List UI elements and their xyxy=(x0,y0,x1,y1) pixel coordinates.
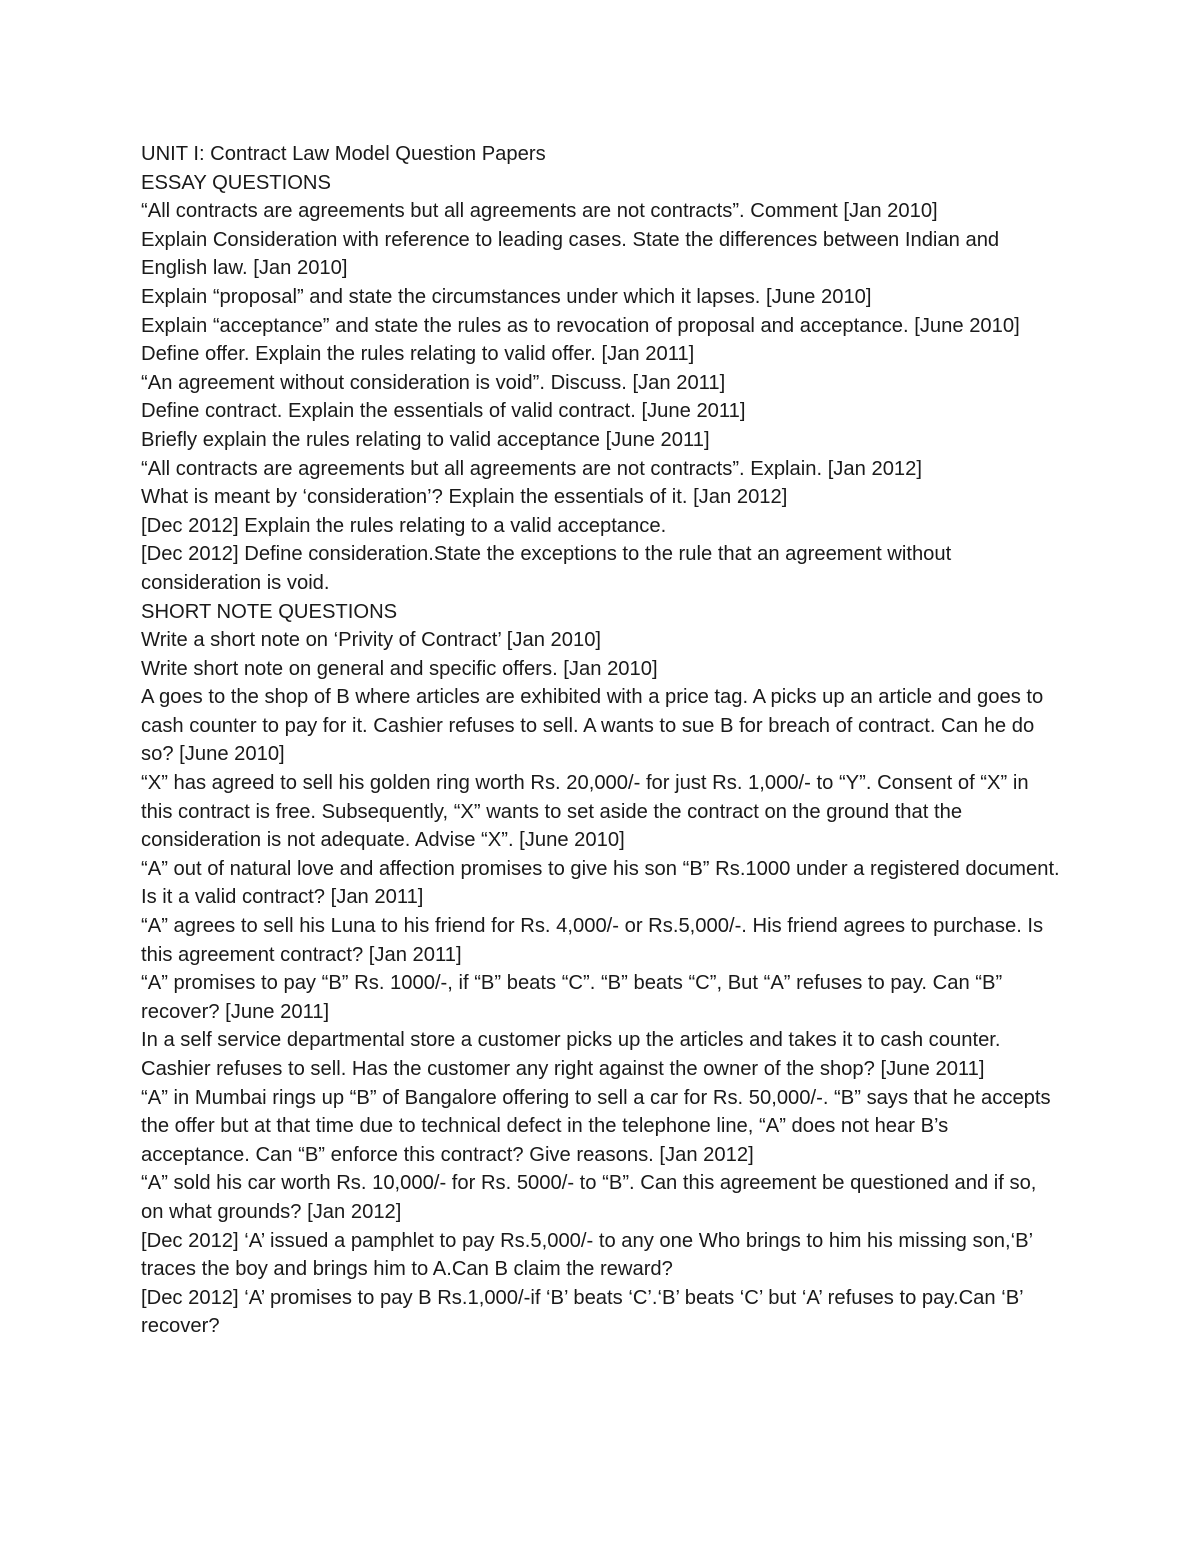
essay-question: What is meant by ‘consideration’? Explain the essentials of it. [Jan 2012] xyxy=(141,486,788,509)
short-note-question: Write a short note on ‘Privity of Contract’ [Jan 2010] xyxy=(141,629,602,652)
document-page xyxy=(141,140,1061,1341)
essay-question: Explain Consideration with reference to leading cases. State the differences between Indian and English law. [Jan 2010] xyxy=(141,228,1000,280)
essay-question: [Dec 2012] Define consideration.State the exceptions to the rule that an agreement without consideration is void. xyxy=(141,543,952,594)
essay-question: [Dec 2012] Explain the rules relating to a valid acceptance. xyxy=(141,514,667,537)
short-note-question: “X” has agreed to sell his golden ring worth Rs. 20,000/- for just Rs. 1,000/- to “Y”. Consent of “X” in this contract is free. Subsequently, “X” wants to set aside the contract on the ground that the consideration is not adequate. Advise “X”. [June 2010] xyxy=(141,772,1029,852)
short-note-question: [Dec 2012] ‘A’ issued a pamphlet to pay Rs.5,000/- to any one Who brings to him his missing son,‘B’ traces the boy and brings him to A.Can B claim the reward? xyxy=(141,1229,1033,1281)
short-note-question: In a self service departmental store a customer picks up the articles and takes it to cash counter. Cashier refuses to sell. Has the customer any right against the owner of the shop? [June 2011] xyxy=(141,1029,1001,1080)
short-note-question: “A” out of natural love and affection promises to give his son “B” Rs.1000 under a registered document. Is it a valid contract? [Jan 2011] xyxy=(141,857,1060,909)
short-note-question: “A” in Mumbai rings up “B” of Bangalore offering to sell a car for Rs. 50,000/-. “B” says that he accepts the offer but at that time due to technical defect in the telephone line, “A” does not hear B’s acceptance. Can “B” enforce this contract? Give reasons. [Jan 2012] xyxy=(141,1086,1051,1166)
essay-question: Explain “proposal” and state the circumstances under which it lapses. [June 2010] xyxy=(141,285,872,308)
essay-question: Define offer. Explain the rules relating to valid offer. [Jan 2011] xyxy=(141,343,695,366)
essay-question: “All contracts are agreements but all agreements are not contracts”. Explain. [Jan 2012] xyxy=(141,457,922,480)
essay-question: “An agreement without consideration is void”. Discuss. [Jan 2011] xyxy=(141,371,726,394)
short-note-heading: SHORT NOTE QUESTIONS xyxy=(141,600,398,623)
short-note-question: “A” sold his car worth Rs. 10,000/- for Rs. 5000/- to “B”. Can this agreement be questioned and if so, on what grounds? [Jan 2012] xyxy=(141,1172,1037,1223)
essay-question: “All contracts are agreements but all agreements are not contracts”. Comment [Jan 2010] xyxy=(141,200,938,223)
short-note-question: A goes to the shop of B where articles are exhibited with a price tag. A picks up an article and goes to cash counter to pay for it. Cashier refuses to sell. A wants to sue B for breach of contract. Can he do so? [June 2010] xyxy=(141,686,1044,766)
short-note-question: Write short note on general and specific offers. [Jan 2010] xyxy=(141,657,658,680)
document-title: UNIT I: Contract Law Model Question Papers xyxy=(141,143,546,165)
essay-question: Define contract. Explain the essentials of valid contract. [June 2011] xyxy=(141,400,746,423)
essay-heading: ESSAY QUESTIONS xyxy=(141,171,331,194)
short-note-question: “A” agrees to sell his Luna to his friend for Rs. 4,000/- or Rs.5,000/-. His friend agrees to purchase. Is this agreement contract? [Jan 2011] xyxy=(141,915,1044,966)
short-note-question: [Dec 2012] ‘A’ promises to pay B Rs.1,000/-if ‘B’ beats ‘C’.‘B’ beats ‘C’ but ‘A’ refuses to pay.Can ‘B’ recover? xyxy=(141,1286,1023,1338)
essay-question: Explain “acceptance” and state the rules as to revocation of proposal and acceptance. [June 2010] xyxy=(141,314,1020,337)
short-note-question: “A” promises to pay “B” Rs. 1000/-, if “B” beats “C”. “B” beats “C”, But “A” refuses to pay. Can “B” recover? [June 2011] xyxy=(141,972,1003,1023)
essay-question: Briefly explain the rules relating to valid acceptance [June 2011] xyxy=(141,428,710,451)
